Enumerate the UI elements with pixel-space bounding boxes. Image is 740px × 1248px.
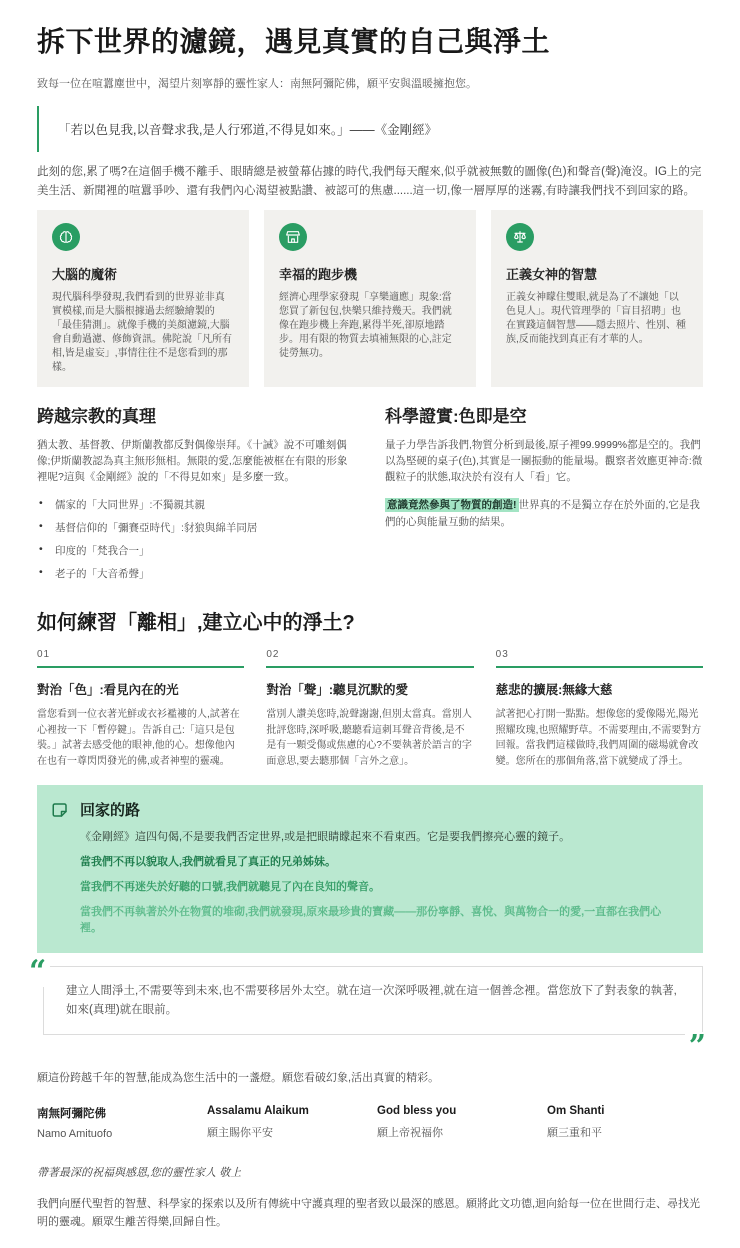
close-quote-icon: ” xyxy=(685,1032,706,1062)
way-home-header xyxy=(51,799,683,820)
science-conclusion-rest: 世界真的不是獨立存在於外面的,它是我們的心與能量互動的結果。 xyxy=(385,499,700,528)
step-2 xyxy=(266,649,473,769)
blessing-hindu xyxy=(547,1105,703,1140)
blessing-title: Om Shanti xyxy=(547,1104,605,1117)
card-title: 大腦的魔術 xyxy=(52,266,118,282)
card-brain-magic xyxy=(37,210,249,387)
science-body: 量子力學告訴我們,物質分析到最後,原子裡99.9999%都是空的。我們以為堅硬的桌子(色),其實是一團振動的能量場。觀察者效應更神奇:微觀粒子的狀態,取決於有沒有人「看」它。 xyxy=(385,438,703,484)
card-body: 現代腦科學發現,我們看到的世界並非真實模樣,而是大腦根據過去經驗繪製的「最佳猜測」。就像手機的美顏濾鏡,大腦會自動過濾、修飾資訊。佛陀說「凡所有相,皆是虛妄」,事情往往不是您看到的那樣。 xyxy=(52,291,232,373)
blessing-islamic xyxy=(207,1105,363,1140)
pure-land-quote-text: 建立人間淨土,不需要等到未來,也不需要移居外太空。就在這一次深呼吸裡,就在這一個善念裡。當您放下了對表象的執著,如來(真理)就在眼前。 xyxy=(43,966,703,1035)
blessing-sub: 願三重和平 xyxy=(547,1126,602,1139)
blessing-title: 南無阿彌陀佛 xyxy=(37,1107,106,1120)
highlighted-text: 意識竟然參與了物質的創造! xyxy=(387,499,517,512)
brain-icon xyxy=(52,223,80,251)
step-title: 慈悲的擴展:無緣大慈 xyxy=(495,683,613,698)
step-body: 當別人讚美您時,說聲謝謝,但別太當真。當別人批評您時,深呼吸,聽聽看這刺耳聲音背後,是不是有一顆受傷或焦慮的心?不要執著於語言的字面意思,要去聽那個「言外之意」。 xyxy=(266,709,472,767)
intro-paragraph: 此刻的您,累了嗎?在這個手機不離手、眼睛總是被螢幕佔據的時代,我們每天醒來,似乎就被無數的圖像(色)和聲音(聲)淹沒。IG上的完美生活、新聞裡的喧囂爭吵、還有我們內心渴望被點讚、被認可的焦慮......這一切,像一層厚厚的迷霧,有時讓我們找不到回家的路。 xyxy=(37,166,702,198)
card-title: 幸福的跑步機 xyxy=(279,266,358,282)
step-1 xyxy=(37,649,244,769)
gratitude-footer: 我們向歷代聖哲的智慧、科學家的探索以及所有傳統中守護真理的聖者致以最深的感恩。願將此文功德,迴向給每一位在世間行走、尋找光明的靈魂。願眾生離苦得樂,回歸自性。 xyxy=(37,1197,701,1228)
blessing-title: Assalamu Alaikum xyxy=(207,1104,309,1117)
truth-science-section xyxy=(37,402,703,590)
card-body: 經濟心理學家發現「享樂適應」現象:當您買了新包包,快樂只維持幾天。我們就像在跑步機上奔跑,累得半死,卻原地踏步。用有限的物質去填補無限的心,註定徒勞無功。 xyxy=(279,291,452,359)
blessing-buddhist xyxy=(37,1105,193,1140)
science-heading: 科學證實:色即是空 xyxy=(385,406,527,426)
blessing-sub: 願上帝祝福你 xyxy=(377,1126,443,1139)
blessing-christian xyxy=(377,1105,533,1140)
signature-line: 帶著最深的祝福與感恩,您的靈性家人 敬上 xyxy=(37,1166,242,1179)
bullet-item: • 老子的「大音希聲」 xyxy=(37,566,355,581)
step-body: 當您看到一位衣著光鮮或衣衫襤褸的人,試著在心裡按一下「暫停鍵」。告訴自己:「這只是包裝。」試著去感受他的眼神,他的心。想像他內在也有一尊閃閃發光的佛,或者神聖的靈魂。 xyxy=(37,709,240,767)
sutra-quote: 「若以色見我,以音聲求我,是人行邪道,不得見如來。」——《金剛經》 xyxy=(37,106,703,152)
step-title: 對治「色」:看見內在的光 xyxy=(37,683,179,698)
note-icon xyxy=(51,801,69,819)
way-home-p3: 當我們不再迷失於好聽的口號,我們就聽見了內在良知的聲音。 xyxy=(80,881,381,894)
religion-body: 猶太教、基督教、伊斯蘭教都反對偶像崇拜。《十誡》說不可雕刻偶像;伊斯蘭教認為真主無形無相。無限的愛,怎麼能被框在有限的形象裡呢?這與《金剛經》說的「不得見如來」是多麼一致。 xyxy=(37,438,348,484)
way-home-p4: 當我們不再執著於外在物質的堆砌,我們就發現,原來最珍貴的寶藏——那份寧靜、喜悅、與萬物合一的愛,一直都在我們心裡。 xyxy=(80,906,662,935)
step-title: 對治「聲」:聽見沉默的愛 xyxy=(266,683,408,698)
blessings-grid xyxy=(37,1105,703,1140)
storefront-icon xyxy=(279,223,307,251)
step-number: 02 xyxy=(266,649,280,661)
religion-heading: 跨越宗教的真理 xyxy=(37,406,156,426)
way-home-title: 回家的路 xyxy=(80,802,141,820)
bullet-item: • 印度的「梵我合一」 xyxy=(37,543,355,558)
bullet-item: • 儒家的「大同世界」:不獨親其親 xyxy=(37,497,355,512)
step-3 xyxy=(496,649,703,769)
bullet-item: • 基督信仰的「彌賽亞時代」:豺狼與綿羊同居 xyxy=(37,520,355,535)
religion-bullets xyxy=(37,497,355,581)
page-title: 拆下世界的濾鏡，遇見真實的自己與淨土 xyxy=(37,26,551,57)
wish-line: 願這份跨越千年的智慧,能成為您生活中的一盞燈。願您看破幻象,活出真實的精彩。 xyxy=(37,1071,440,1084)
science-column xyxy=(385,402,703,590)
step-divider xyxy=(266,666,473,668)
scale-icon xyxy=(506,223,534,251)
step-number: 01 xyxy=(37,649,51,661)
blessing-sub: 願主賜你平安 xyxy=(207,1126,273,1139)
card-title: 正義女神的智慧 xyxy=(506,266,598,282)
pure-land-quote xyxy=(29,954,706,1064)
card-body: 正義女神矇住雙眼,就是為了不讓她「以色見人」。現代管理學的「盲目招聘」也在實踐這個智慧——隱去照片、性別、種族,反而能找到真正有才華的人。 xyxy=(506,291,686,345)
concept-cards xyxy=(37,210,703,387)
step-number: 03 xyxy=(495,649,509,661)
way-home-p2: 當我們不再以貌取人,我們就看見了真正的兄弟姊妹。 xyxy=(80,856,337,869)
step-body: 試著把心打開一點點。想像您的愛像陽光,陽光照耀玫瑰,也照耀野草。不需要理由,不需要對方回報。當我們這樣做時,我們周圍的磁場就會改變。您所在的那個角落,當下就變成了淨土。 xyxy=(495,709,702,767)
step-divider xyxy=(496,666,703,668)
way-home-callout xyxy=(37,785,703,953)
practice-heading: 如何練習「離相」,建立心中的淨土? xyxy=(37,612,355,635)
blessing-title: God bless you xyxy=(377,1104,457,1117)
practice-steps xyxy=(37,649,703,769)
religion-column xyxy=(37,402,355,590)
open-quote-icon: “ xyxy=(29,957,50,987)
dedication-subtitle: 致每一位在喧囂塵世中，渴望片刻寧靜的靈性家人：南無阿彌陀佛，願平安與溫暖擁抱您。 xyxy=(37,78,477,91)
card-hedonic-treadmill xyxy=(264,210,476,387)
way-home-p1: 《金剛經》這四句偈,不是要我們否定世界,或是把眼睛矇起來不看東西。它是要我們擦亮心靈的鏡子。 xyxy=(80,831,571,844)
blessing-sub: Namo Amituofo xyxy=(37,1127,113,1140)
step-divider xyxy=(37,666,244,668)
card-justice-wisdom xyxy=(491,210,703,387)
science-conclusion xyxy=(385,497,703,530)
